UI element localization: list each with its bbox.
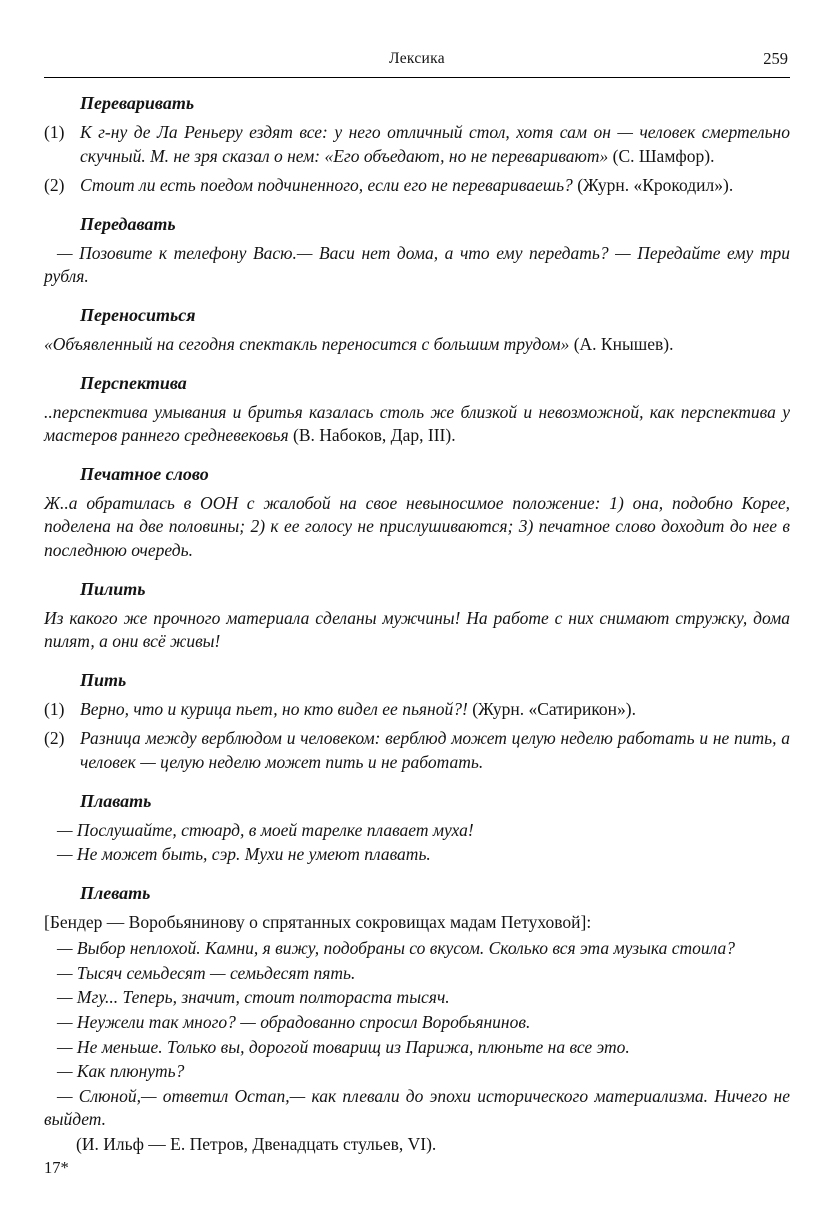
entry-paragraph: [44, 607, 790, 654]
entry-paragraph: [44, 819, 790, 843]
quote-text: — Тысяч семьдесят — семьдесят пять.: [57, 962, 356, 983]
entry-paragraph: [44, 843, 790, 867]
entry-paragraph: [44, 492, 790, 563]
stage-direction-text: [Бендер — Воробьянинову о спрятанных сокровищах мадам Петуховой]:: [44, 911, 592, 932]
quote-text: Ж..а обратилась в ООН с жалобой на свое невыносимое положение: 1) она, подобно Корее, поделена на две половины; 2) к ее голосу не прислушиваются; 3) печатное слово доходит до нее в последнюю очередь.: [44, 492, 790, 560]
entry-paragraph: [44, 242, 790, 289]
dictionary-entry: [44, 372, 790, 448]
entry-headword: Перспектива: [80, 372, 187, 393]
quote-text: — Послушайте, стюард, в моей тарелке плавает муха!: [57, 819, 474, 840]
quote-text: Верно, что и курица пьет, но кто видел ее пьяной?!: [80, 698, 468, 719]
quote-text: — Как плюнуть?: [57, 1061, 185, 1082]
entry-paragraph: [44, 1011, 790, 1035]
quote-text: ..перспектива умывания и бритья казалась столь же близкой и невозможной, как перспектива у мастеров раннего средневековья: [44, 401, 790, 446]
header-rule: [44, 77, 790, 78]
quote-text: — Неужели так много? — обрадованно спросил Воробьянинов.: [57, 1012, 531, 1033]
dictionary-entry: [44, 669, 790, 775]
entry-paragraph: [44, 727, 790, 774]
quote-text: — Мгу... Теперь, значит, стоит полтораста тысяч.: [57, 987, 450, 1008]
item-number: (1): [44, 122, 65, 142]
entry-headword: Передавать: [80, 213, 176, 234]
entry-paragraph: [44, 333, 790, 357]
attribution-text: (И. Ильф — Е. Петров, Двенадцать стульев, VI).: [76, 1134, 437, 1155]
quote-text: К г-ну де Ла Реньеру ездят все: у него отличный стол, хотя сам он — человек смертельно скучный. М. не зря сказал о нем: «Его объедают, но не переваривают»: [80, 122, 790, 166]
entry-headword: Печатное слово: [80, 463, 209, 484]
attribution-text: (В. Набоков, Дар, III).: [293, 425, 456, 446]
entry-paragraph: [44, 174, 790, 198]
attribution-text: (Журн. «Крокодил»).: [577, 175, 734, 196]
entry-paragraph: [44, 698, 790, 722]
entry-paragraph: [44, 1036, 790, 1060]
entry-headword: Пилить: [80, 578, 146, 599]
entry-paragraph: [44, 401, 790, 448]
item-number: (1): [44, 698, 65, 719]
attribution-text: (С. Шамфор).: [612, 145, 715, 166]
item-number: (2): [44, 728, 65, 749]
entry-headword: Пить: [80, 669, 127, 690]
item-number: (2): [44, 175, 65, 196]
attribution-text: (А. Кнышев).: [573, 333, 674, 354]
dictionary-entry: [44, 578, 790, 654]
entry-paragraph: [44, 121, 790, 168]
dictionary-entry: [44, 790, 790, 867]
dictionary-entry: [44, 882, 790, 1157]
attribution-text: (Журн. «Сатирикон»).: [472, 698, 637, 719]
dictionary-entry: [44, 304, 790, 357]
page-number: 259: [763, 49, 788, 68]
quote-text: — Слюной,— ответил Остап,— как плевали до эпохи исторического материализма. Ничего не выйдет.: [44, 1085, 790, 1130]
quote-text: Стоит ли есть поедом подчиненного, если его не перевариваешь?: [80, 175, 573, 196]
quote-text: — Не меньше. Только вы, дорогой товарищ из Парижа, плюньте на все это.: [57, 1036, 630, 1057]
entry-headword: Переваривать: [80, 93, 195, 113]
entry-headword: Плавать: [80, 790, 152, 811]
dictionary-entry: [44, 213, 790, 289]
quote-text: — Выбор неплохой. Камни, я вижу, подобраны со вкусом. Сколько вся эта музыка стоила?: [57, 938, 735, 959]
entry-paragraph: [44, 1085, 790, 1132]
page-body: [44, 92, 790, 1157]
entry-paragraph: [44, 1060, 790, 1084]
entry-paragraph: [44, 911, 790, 935]
dictionary-entry: [44, 463, 790, 563]
page-header: [44, 50, 790, 77]
quote-text: «Объявленный на сегодня спектакль переносится с большим трудом»: [44, 333, 570, 354]
signature-mark: 17*: [44, 1158, 69, 1177]
dictionary-entry: [44, 92, 790, 198]
entry-paragraph: [44, 1133, 790, 1157]
quote-text: Из какого же прочного материала сделаны мужчины! На работе с них снимают стружку, дома пилят, а они всё живы!: [44, 607, 790, 652]
running-head: Лексика: [389, 50, 445, 67]
quote-text: — Позовите к телефону Васю.— Васи нет дома, а что ему передать? — Передайте ему три рубля.: [44, 242, 790, 287]
entry-paragraph: [44, 962, 790, 986]
entry-paragraph: [44, 937, 790, 961]
quote-text: — Не может быть, сэр. Мухи не умеют плавать.: [57, 844, 431, 865]
entry-headword: Переноситься: [80, 304, 196, 325]
entry-headword: Плевать: [80, 882, 151, 903]
quote-text: Разница между верблюдом и человеком: верблюд может целую неделю работать и не пить, а человек — целую неделю может пить и не работать.: [80, 728, 790, 772]
entry-paragraph: [44, 986, 790, 1010]
